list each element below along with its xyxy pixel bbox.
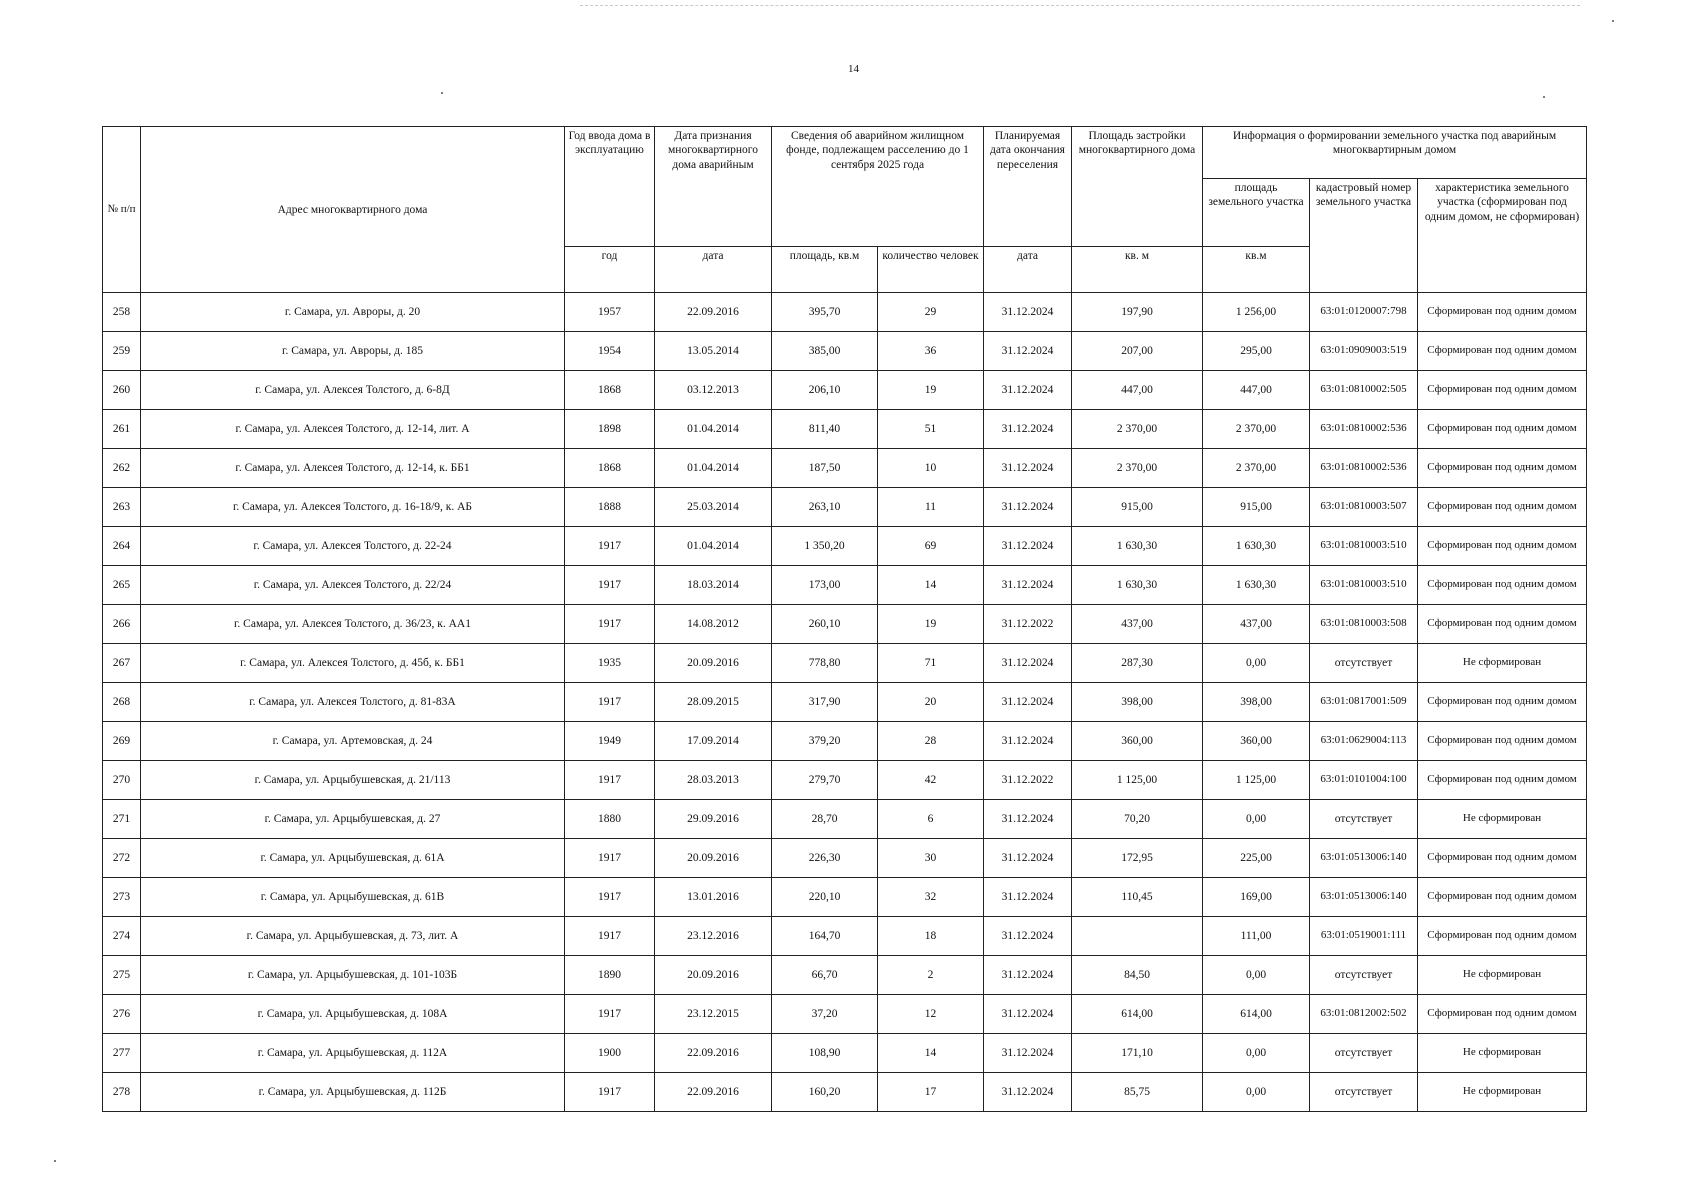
table-row: [103, 605, 1587, 644]
row-area: 160,20: [772, 1073, 878, 1112]
row-planned-date: 31.12.2024: [984, 995, 1072, 1034]
row-year: 1917: [565, 761, 655, 800]
row-area: 226,30: [772, 839, 878, 878]
row-planned-date: 31.12.2022: [984, 761, 1072, 800]
row-number: 273: [103, 878, 141, 917]
row-cadastral: отсутствует: [1310, 956, 1418, 995]
row-address: г. Самара, ул. Арцыбушевская, д. 108А: [141, 995, 565, 1034]
row-year: 1898: [565, 410, 655, 449]
row-cadastral: 63:01:0810003:510: [1310, 566, 1418, 605]
scan-speck: [1612, 20, 1614, 22]
row-building-area: 2 370,00: [1072, 449, 1203, 488]
row-year: 1917: [565, 995, 655, 1034]
page-number: 14: [848, 63, 859, 75]
row-land-area: 2 370,00: [1203, 410, 1310, 449]
row-area: 206,10: [772, 371, 878, 410]
row-address: г. Самара, ул. Арцыбушевская, д. 101-103Б: [141, 956, 565, 995]
row-number: 258: [103, 293, 141, 332]
header-planned-unit: дата: [984, 247, 1072, 293]
table-row: [103, 1073, 1587, 1112]
row-recognition-date: 17.09.2014: [655, 722, 772, 761]
table-row: [103, 488, 1587, 527]
row-people: 51: [878, 410, 984, 449]
row-people: 32: [878, 878, 984, 917]
row-planned-date: 31.12.2024: [984, 1034, 1072, 1073]
row-building-area: 287,30: [1072, 644, 1203, 683]
row-area: 778,80: [772, 644, 878, 683]
row-land-status: Не сформирован: [1418, 956, 1587, 995]
row-building-area: 207,00: [1072, 332, 1203, 371]
row-land-area: 1 256,00: [1203, 293, 1310, 332]
row-cadastral: 63:01:0513006:140: [1310, 878, 1418, 917]
row-address: г. Самара, ул. Алексея Толстого, д. 45б, к. ББ1: [141, 644, 565, 683]
row-area: 317,90: [772, 683, 878, 722]
row-land-area: 437,00: [1203, 605, 1310, 644]
row-land-area: 0,00: [1203, 644, 1310, 683]
row-land-status: Сформирован под одним домом: [1418, 839, 1587, 878]
row-cadastral: 63:01:0810002:536: [1310, 410, 1418, 449]
row-cadastral: отсутствует: [1310, 644, 1418, 683]
row-area: 385,00: [772, 332, 878, 371]
row-cadastral: 63:01:0812002:502: [1310, 995, 1418, 1034]
row-number: 264: [103, 527, 141, 566]
row-planned-date: 31.12.2024: [984, 956, 1072, 995]
table-row: [103, 449, 1587, 488]
row-year: 1917: [565, 605, 655, 644]
row-number: 271: [103, 800, 141, 839]
row-building-area: 110,45: [1072, 878, 1203, 917]
row-year: 1917: [565, 527, 655, 566]
row-recognition-date: 01.04.2014: [655, 410, 772, 449]
row-recognition-date: 20.09.2016: [655, 644, 772, 683]
row-people: 6: [878, 800, 984, 839]
table-row: [103, 1034, 1587, 1073]
row-planned-date: 31.12.2024: [984, 488, 1072, 527]
row-planned-date: 31.12.2024: [984, 800, 1072, 839]
row-number: 276: [103, 995, 141, 1034]
row-people: 18: [878, 917, 984, 956]
row-number: 270: [103, 761, 141, 800]
row-building-area: 447,00: [1072, 371, 1203, 410]
row-address: г. Самара, ул. Арцыбушевская, д. 73, лит. А: [141, 917, 565, 956]
header-housing-info: Сведения об аварийном жилищном фонде, подлежащем расселению до 1 сентября 2025 года: [772, 127, 984, 247]
header-recognition-date: Дата признания многоквартирного дома аварийным: [655, 127, 772, 247]
row-number: 261: [103, 410, 141, 449]
row-number: 268: [103, 683, 141, 722]
row-building-area: 398,00: [1072, 683, 1203, 722]
row-building-area: 614,00: [1072, 995, 1203, 1034]
row-year: 1954: [565, 332, 655, 371]
row-recognition-date: 18.03.2014: [655, 566, 772, 605]
row-land-status: Сформирован под одним домом: [1418, 566, 1587, 605]
header-year-unit: год: [565, 247, 655, 293]
row-year: 1880: [565, 800, 655, 839]
table-row: [103, 332, 1587, 371]
header-land-info: Информация о формировании земельного участка под аварийным многоквартирным домом: [1203, 127, 1587, 179]
row-building-area: 84,50: [1072, 956, 1203, 995]
row-address: г. Самара, ул. Арцыбушевская, д. 112А: [141, 1034, 565, 1073]
row-year: 1917: [565, 566, 655, 605]
row-land-status: Сформирован под одним домом: [1418, 449, 1587, 488]
scan-speck: [54, 1160, 56, 1162]
table-row: [103, 527, 1587, 566]
table-row: [103, 761, 1587, 800]
row-building-area: 172,95: [1072, 839, 1203, 878]
row-building-area: 171,10: [1072, 1034, 1203, 1073]
row-building-area: 197,90: [1072, 293, 1203, 332]
table-row: [103, 566, 1587, 605]
row-recognition-date: 22.09.2016: [655, 1034, 772, 1073]
row-year: 1949: [565, 722, 655, 761]
housing-registry-table: [102, 126, 1587, 1112]
row-number: 274: [103, 917, 141, 956]
row-people: 19: [878, 371, 984, 410]
row-cadastral: 63:01:0101004:100: [1310, 761, 1418, 800]
header-people-unit: количество человек: [878, 247, 984, 293]
row-people: 71: [878, 644, 984, 683]
row-land-area: 0,00: [1203, 1034, 1310, 1073]
row-year: 1888: [565, 488, 655, 527]
row-area: 66,70: [772, 956, 878, 995]
row-number: 260: [103, 371, 141, 410]
table-row: [103, 644, 1587, 683]
row-people: 14: [878, 566, 984, 605]
row-people: 11: [878, 488, 984, 527]
row-number: 269: [103, 722, 141, 761]
row-recognition-date: 20.09.2016: [655, 956, 772, 995]
row-land-area: 169,00: [1203, 878, 1310, 917]
row-address: г. Самара, ул. Алексея Толстого, д. 22/24: [141, 566, 565, 605]
row-land-area: 447,00: [1203, 371, 1310, 410]
row-year: 1917: [565, 839, 655, 878]
row-building-area: 1 630,30: [1072, 527, 1203, 566]
row-area: 173,00: [772, 566, 878, 605]
row-people: 19: [878, 605, 984, 644]
row-land-status: Сформирован под одним домом: [1418, 488, 1587, 527]
header-building-area-unit: кв. м: [1072, 247, 1203, 293]
row-number: 277: [103, 1034, 141, 1073]
row-land-status: Сформирован под одним домом: [1418, 917, 1587, 956]
row-planned-date: 31.12.2022: [984, 605, 1072, 644]
table-row: [103, 722, 1587, 761]
row-building-area: 2 370,00: [1072, 410, 1203, 449]
row-number: 266: [103, 605, 141, 644]
row-land-area: 295,00: [1203, 332, 1310, 371]
row-land-status: Сформирован под одним домом: [1418, 371, 1587, 410]
header-cadastral: кадастровый номер земельного участка: [1310, 179, 1418, 293]
row-address: г. Самара, ул. Алексея Толстого, д. 12-14, лит. А: [141, 410, 565, 449]
scan-speck: [441, 92, 443, 94]
table-row: [103, 878, 1587, 917]
row-address: г. Самара, ул. Алексея Толстого, д. 12-14, к. ББ1: [141, 449, 565, 488]
row-planned-date: 31.12.2024: [984, 410, 1072, 449]
row-land-area: 0,00: [1203, 800, 1310, 839]
row-year: 1917: [565, 878, 655, 917]
row-land-status: Сформирован под одним домом: [1418, 332, 1587, 371]
row-number: 272: [103, 839, 141, 878]
row-land-status: Сформирован под одним домом: [1418, 995, 1587, 1034]
row-address: г. Самара, ул. Арцыбушевская, д. 112Б: [141, 1073, 565, 1112]
row-year: 1868: [565, 449, 655, 488]
header-characteristic: характеристика земельного участка (сформирован под одним домом, не сформирован): [1418, 179, 1587, 293]
header-num: № п/п: [103, 127, 141, 293]
row-planned-date: 31.12.2024: [984, 527, 1072, 566]
row-year: 1935: [565, 644, 655, 683]
row-cadastral: 63:01:0629004:113: [1310, 722, 1418, 761]
row-building-area: 915,00: [1072, 488, 1203, 527]
row-year: 1917: [565, 917, 655, 956]
table-row: [103, 293, 1587, 332]
row-land-area: 0,00: [1203, 956, 1310, 995]
row-land-area: 1 630,30: [1203, 566, 1310, 605]
row-area: 260,10: [772, 605, 878, 644]
row-area: 187,50: [772, 449, 878, 488]
header-recognition-unit: дата: [655, 247, 772, 293]
row-recognition-date: 03.12.2013: [655, 371, 772, 410]
row-address: г. Самара, ул. Арцыбушевская, д. 21/113: [141, 761, 565, 800]
row-building-area: 1 125,00: [1072, 761, 1203, 800]
row-address: г. Самара, ул. Алексея Толстого, д. 16-18/9, к. АБ: [141, 488, 565, 527]
row-planned-date: 31.12.2024: [984, 722, 1072, 761]
row-land-area: 360,00: [1203, 722, 1310, 761]
row-people: 2: [878, 956, 984, 995]
table-row: [103, 683, 1587, 722]
header-planned-date: Планируемая дата окончания переселения: [984, 127, 1072, 247]
row-number: 267: [103, 644, 141, 683]
row-year: 1917: [565, 1073, 655, 1112]
row-year: 1957: [565, 293, 655, 332]
row-land-status: Сформирован под одним домом: [1418, 527, 1587, 566]
row-recognition-date: 13.01.2016: [655, 878, 772, 917]
row-planned-date: 31.12.2024: [984, 917, 1072, 956]
row-land-status: Не сформирован: [1418, 800, 1587, 839]
row-recognition-date: 20.09.2016: [655, 839, 772, 878]
row-area: 28,70: [772, 800, 878, 839]
row-planned-date: 31.12.2024: [984, 839, 1072, 878]
row-cadastral: отсутствует: [1310, 800, 1418, 839]
row-recognition-date: 01.04.2014: [655, 449, 772, 488]
row-recognition-date: 28.03.2013: [655, 761, 772, 800]
row-number: 278: [103, 1073, 141, 1112]
row-year: 1900: [565, 1034, 655, 1073]
row-year: 1890: [565, 956, 655, 995]
row-cadastral: 63:01:0810003:508: [1310, 605, 1418, 644]
row-address: г. Самара, ул. Арцыбушевская, д. 27: [141, 800, 565, 839]
row-recognition-date: 29.09.2016: [655, 800, 772, 839]
row-planned-date: 31.12.2024: [984, 1073, 1072, 1112]
row-land-area: 225,00: [1203, 839, 1310, 878]
row-area: 379,20: [772, 722, 878, 761]
row-land-status: Сформирован под одним домом: [1418, 410, 1587, 449]
row-people: 36: [878, 332, 984, 371]
row-recognition-date: 25.03.2014: [655, 488, 772, 527]
row-building-area: 85,75: [1072, 1073, 1203, 1112]
header-building-area: Площадь застройки многоквартирного дома: [1072, 127, 1203, 247]
row-area: 108,90: [772, 1034, 878, 1073]
row-land-status: Сформирован под одним домом: [1418, 878, 1587, 917]
row-land-area: 398,00: [1203, 683, 1310, 722]
scan-top-rule: [580, 5, 1580, 6]
row-cadastral: 63:01:0909003:519: [1310, 332, 1418, 371]
header-address: Адрес многоквартирного дома: [141, 127, 565, 293]
row-cadastral: 63:01:0810002:505: [1310, 371, 1418, 410]
row-address: г. Самара, ул. Алексея Толстого, д. 81-83А: [141, 683, 565, 722]
row-area: 279,70: [772, 761, 878, 800]
row-land-status: Не сформирован: [1418, 1034, 1587, 1073]
row-building-area: 437,00: [1072, 605, 1203, 644]
row-address: г. Самара, ул. Авроры, д. 20: [141, 293, 565, 332]
row-cadastral: отсутствует: [1310, 1034, 1418, 1073]
row-people: 20: [878, 683, 984, 722]
row-land-area: 2 370,00: [1203, 449, 1310, 488]
table-row: [103, 995, 1587, 1034]
row-land-status: Сформирован под одним домом: [1418, 683, 1587, 722]
row-planned-date: 31.12.2024: [984, 371, 1072, 410]
row-cadastral: отсутствует: [1310, 1073, 1418, 1112]
row-cadastral: 63:01:0810003:510: [1310, 527, 1418, 566]
row-recognition-date: 28.09.2015: [655, 683, 772, 722]
row-recognition-date: 23.12.2015: [655, 995, 772, 1034]
row-building-area: 360,00: [1072, 722, 1203, 761]
row-people: 42: [878, 761, 984, 800]
row-recognition-date: 14.08.2012: [655, 605, 772, 644]
row-planned-date: 31.12.2024: [984, 332, 1072, 371]
row-land-area: 614,00: [1203, 995, 1310, 1034]
row-recognition-date: 13.05.2014: [655, 332, 772, 371]
row-planned-date: 31.12.2024: [984, 449, 1072, 488]
row-building-area: [1072, 917, 1203, 956]
row-people: 17: [878, 1073, 984, 1112]
row-number: 259: [103, 332, 141, 371]
row-land-area: 111,00: [1203, 917, 1310, 956]
row-cadastral: 63:01:0120007:798: [1310, 293, 1418, 332]
row-area: 220,10: [772, 878, 878, 917]
row-year: 1917: [565, 683, 655, 722]
row-land-area: 1 630,30: [1203, 527, 1310, 566]
row-land-status: Не сформирован: [1418, 1073, 1587, 1112]
row-address: г. Самара, ул. Артемовская, д. 24: [141, 722, 565, 761]
row-recognition-date: 01.04.2014: [655, 527, 772, 566]
row-cadastral: 63:01:0810003:507: [1310, 488, 1418, 527]
row-cadastral: 63:01:0519001:111: [1310, 917, 1418, 956]
row-planned-date: 31.12.2024: [984, 644, 1072, 683]
row-recognition-date: 23.12.2016: [655, 917, 772, 956]
row-land-area: 0,00: [1203, 1073, 1310, 1112]
row-address: г. Самара, ул. Авроры, д. 185: [141, 332, 565, 371]
row-land-status: Сформирован под одним домом: [1418, 761, 1587, 800]
row-address: г. Самара, ул. Алексея Толстого, д. 6-8Д: [141, 371, 565, 410]
row-number: 275: [103, 956, 141, 995]
row-land-area: 1 125,00: [1203, 761, 1310, 800]
table-row: [103, 956, 1587, 995]
row-people: 29: [878, 293, 984, 332]
row-people: 12: [878, 995, 984, 1034]
row-area: 164,70: [772, 917, 878, 956]
row-people: 28: [878, 722, 984, 761]
row-area: 37,20: [772, 995, 878, 1034]
header-year: Год ввода дома в эксплуатацию: [565, 127, 655, 247]
row-number: 265: [103, 566, 141, 605]
table-row: [103, 800, 1587, 839]
row-people: 14: [878, 1034, 984, 1073]
row-address: г. Самара, ул. Алексея Толстого, д. 22-24: [141, 527, 565, 566]
row-year: 1868: [565, 371, 655, 410]
row-address: г. Самара, ул. Алексея Толстого, д. 36/23, к. АА1: [141, 605, 565, 644]
row-recognition-date: 22.09.2016: [655, 1073, 772, 1112]
row-cadastral: 63:01:0817001:509: [1310, 683, 1418, 722]
row-planned-date: 31.12.2024: [984, 878, 1072, 917]
row-land-area: 915,00: [1203, 488, 1310, 527]
row-recognition-date: 22.09.2016: [655, 293, 772, 332]
table-body: [103, 293, 1587, 1112]
row-land-status: Сформирован под одним домом: [1418, 605, 1587, 644]
table-row: [103, 839, 1587, 878]
row-people: 69: [878, 527, 984, 566]
table-row: [103, 917, 1587, 956]
row-area: 1 350,20: [772, 527, 878, 566]
row-address: г. Самара, ул. Арцыбушевская, д. 61В: [141, 878, 565, 917]
header-land-area: площадь земельного участка: [1203, 179, 1310, 247]
row-people: 10: [878, 449, 984, 488]
row-area: 395,70: [772, 293, 878, 332]
row-cadastral: 63:01:0810002:536: [1310, 449, 1418, 488]
row-planned-date: 31.12.2024: [984, 293, 1072, 332]
scan-speck: [1543, 96, 1545, 98]
row-land-status: Не сформирован: [1418, 644, 1587, 683]
row-building-area: 1 630,30: [1072, 566, 1203, 605]
row-cadastral: 63:01:0513006:140: [1310, 839, 1418, 878]
row-address: г. Самара, ул. Арцыбушевская, д. 61А: [141, 839, 565, 878]
row-planned-date: 31.12.2024: [984, 683, 1072, 722]
row-number: 262: [103, 449, 141, 488]
table-row: [103, 371, 1587, 410]
header-area-unit: площадь, кв.м: [772, 247, 878, 293]
table-row: [103, 410, 1587, 449]
row-number: 263: [103, 488, 141, 527]
row-area: 263,10: [772, 488, 878, 527]
row-land-status: Сформирован под одним домом: [1418, 293, 1587, 332]
row-planned-date: 31.12.2024: [984, 566, 1072, 605]
header-land-area-unit: кв.м: [1203, 247, 1310, 293]
row-people: 30: [878, 839, 984, 878]
row-area: 811,40: [772, 410, 878, 449]
row-land-status: Сформирован под одним домом: [1418, 722, 1587, 761]
row-building-area: 70,20: [1072, 800, 1203, 839]
